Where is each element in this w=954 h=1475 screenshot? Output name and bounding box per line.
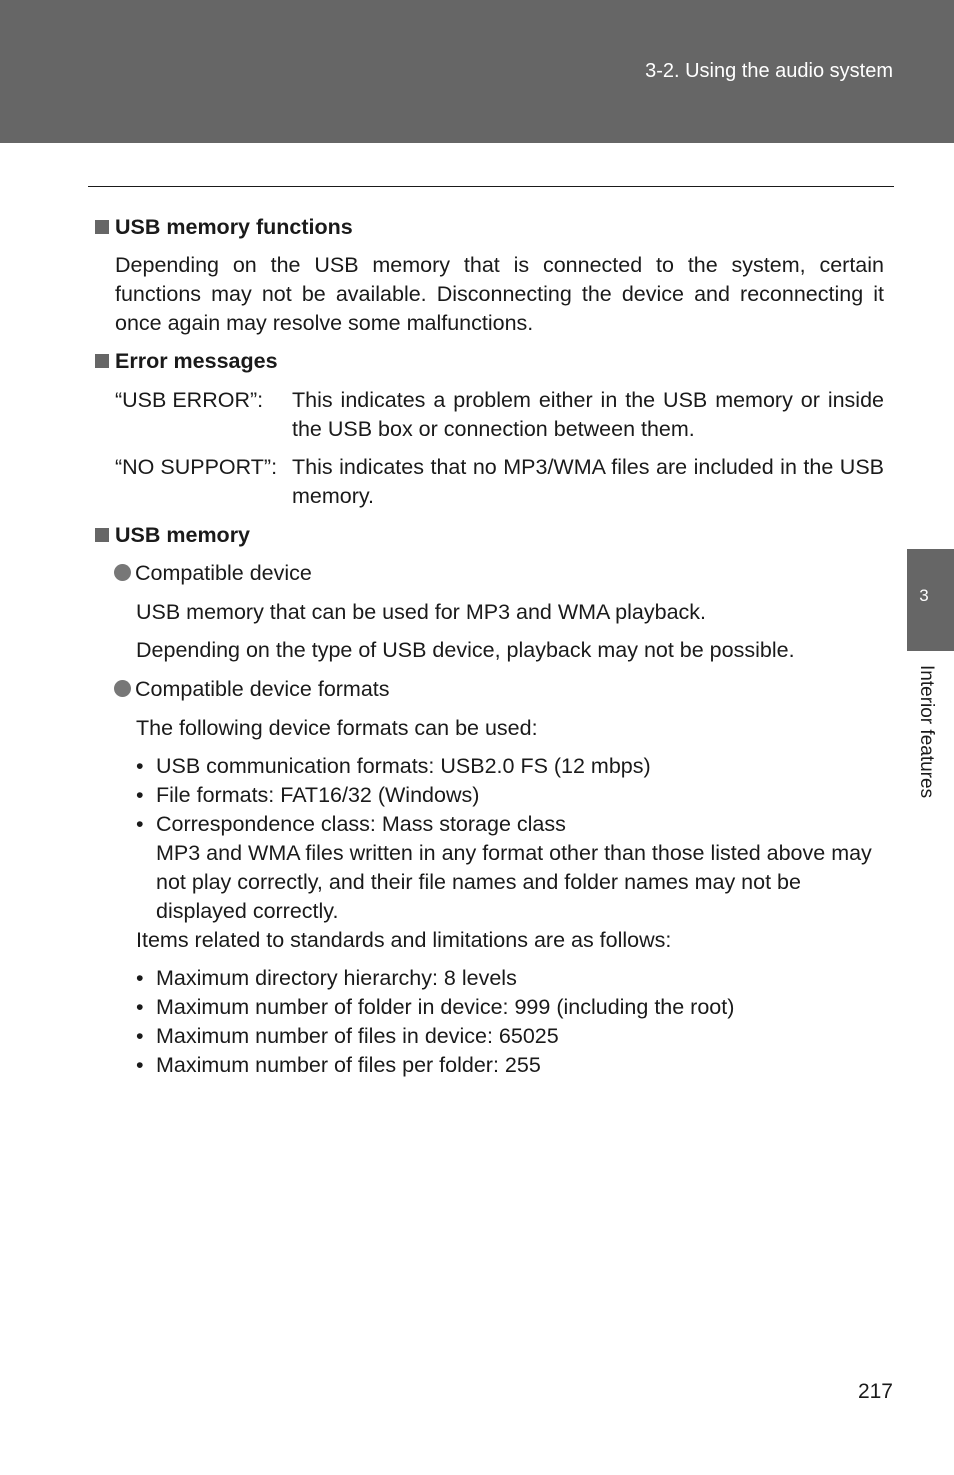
list-item-text: Maximum number of folder in device: 999 (including the root) [156, 995, 735, 1019]
bullet-mark: • [136, 1053, 144, 1077]
chapter-label [912, 665, 942, 820]
list-item-text: Maximum number of files in device: 65025 [156, 1024, 559, 1048]
error-term: “USB ERROR”: [115, 388, 264, 412]
chapter-tab [907, 549, 954, 651]
list-item-text: File formats: FAT16/32 (Windows) [156, 783, 480, 807]
formats-intro: The following device formats can be used: [136, 716, 538, 740]
list-item-text: Maximum directory hierarchy: 8 levels [156, 966, 517, 990]
subheading-compatible-device [114, 559, 312, 588]
section-title: 3-2. Using the audio system [645, 60, 893, 82]
compatible-device-line: USB memory that can be used for MP3 and WMA playback. [136, 600, 707, 624]
list-item-text [156, 810, 872, 926]
square-bullet-icon [95, 354, 109, 368]
error-description: This indicates a problem either in the USB memory or inside the USB box or connection between them. [292, 388, 884, 441]
square-bullet-icon [95, 528, 109, 542]
section-heading-errors [95, 347, 278, 376]
page-number: 217 [857, 1380, 893, 1403]
heading-text: Error messages [115, 349, 278, 373]
list-item-text: USB communication formats: USB2.0 FS (12 mbps) [156, 754, 651, 778]
circle-bullet-icon [114, 564, 131, 581]
header-divider [88, 186, 894, 187]
error-description: This indicates that no MP3/WMA files are included in the USB memory. [292, 455, 884, 508]
list-item-label: Correspondence class: Mass storage class [156, 812, 566, 836]
circle-bullet-icon [114, 680, 131, 697]
usb-functions-body: Depending on the USB memory that is connected to the system, certain functions may not be available. Disconnecting the device and reconnecting it once again may resolve some malfunctions. [115, 253, 884, 335]
chapter-number: 3 [919, 586, 929, 605]
subheading-text: Compatible device formats [135, 677, 390, 701]
error-term: “NO SUPPORT”: [115, 455, 278, 479]
section-heading-usb-functions [95, 213, 353, 242]
format-note: MP3 and WMA files written in any format other than those listed above may not play correctly, and their file names and folder names may not be displayed correctly. [156, 841, 872, 923]
bullet-mark: • [136, 966, 144, 990]
bullet-mark: • [136, 754, 144, 778]
section-heading-usb-memory [95, 521, 250, 550]
list-item-text: Maximum number of files per folder: 255 [156, 1053, 541, 1077]
bullet-mark: • [136, 1024, 144, 1048]
limits-intro: Items related to standards and limitations are as follows: [136, 928, 672, 952]
subheading-text: Compatible device [135, 561, 312, 585]
square-bullet-icon [95, 220, 109, 234]
bullet-mark: • [136, 995, 144, 1019]
heading-text: USB memory [115, 523, 251, 547]
bullet-mark: • [136, 812, 144, 836]
chapter-label-text: Interior features [916, 665, 937, 799]
bullet-mark: • [136, 783, 144, 807]
subheading-compatible-formats [114, 675, 390, 704]
page-header [0, 0, 954, 143]
compatible-device-line: Depending on the type of USB device, playback may not be possible. [136, 638, 795, 662]
heading-text: USB memory functions [115, 215, 353, 239]
